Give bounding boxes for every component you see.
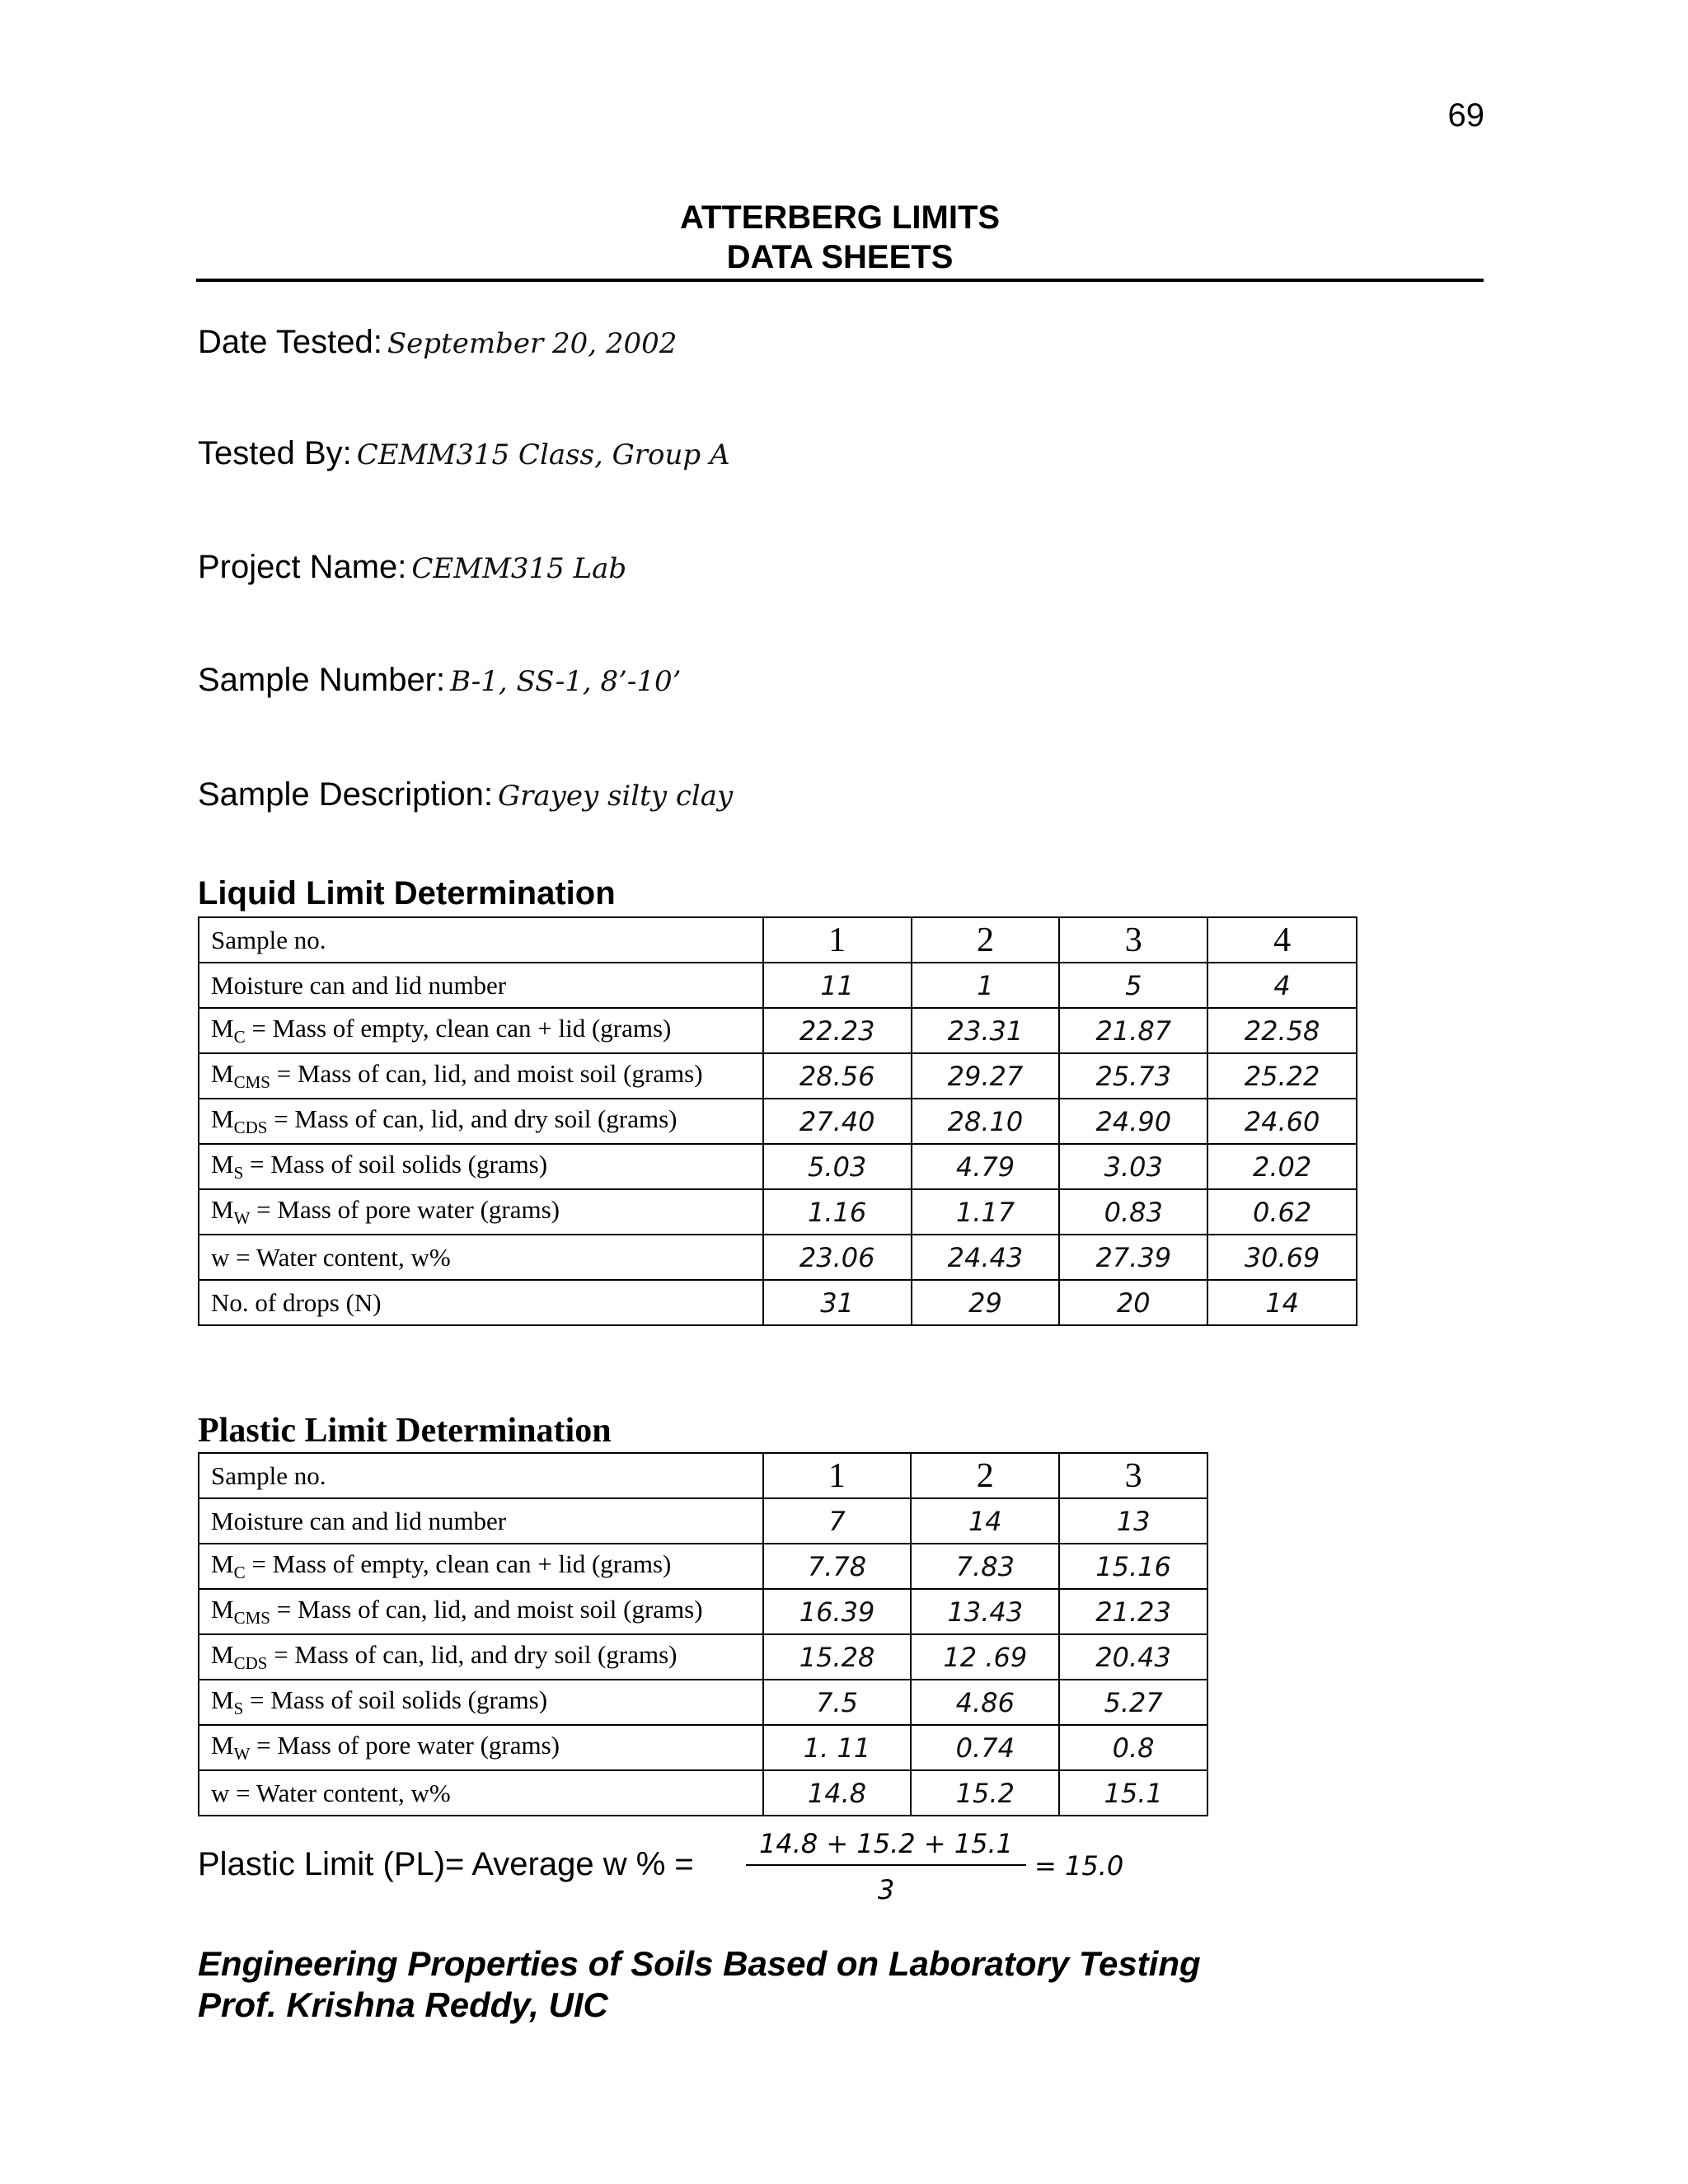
row-label-text: = Mass of can, lid, and moist soil (grams) <box>270 1594 703 1624</box>
table-cell-value: 2.02 <box>1207 1144 1357 1189</box>
date-tested-label: Date Tested: <box>198 324 382 360</box>
row-symbol: M <box>211 1104 234 1133</box>
row-label <box>199 1544 763 1589</box>
project-name-field <box>198 549 626 586</box>
table-cell-value: 1 <box>912 963 1060 1008</box>
table-cell-value: 21.87 <box>1059 1008 1207 1053</box>
sample-number-field <box>198 662 681 699</box>
row-symbol-subscript: S <box>233 1163 244 1183</box>
sample-no-label: Sample no. <box>199 917 763 963</box>
title-line-2: DATA SHEETS <box>726 239 954 275</box>
footer-line-1: Engineering Properties of Soils Based on Laboratory Testing <box>198 1944 1201 1983</box>
table-row <box>199 1280 1357 1325</box>
table-cell-value: 1.16 <box>763 1189 912 1235</box>
row-label-text: Moisture can and lid number <box>211 1506 507 1535</box>
row-label-text: = Mass of soil solids (grams) <box>243 1149 548 1179</box>
plastic-limit-fraction <box>746 1828 1026 1905</box>
table-row <box>199 1008 1357 1053</box>
row-symbol: M <box>211 1194 234 1224</box>
plastic-limit-formula-label: Plastic Limit (PL)= Average w % = <box>198 1846 694 1882</box>
sample-description-value: Grayey silty clay <box>497 780 734 813</box>
table-cell-value: 20.43 <box>1059 1634 1207 1680</box>
row-symbol: M <box>211 1685 234 1714</box>
row-symbol-subscript: CMS <box>233 1608 270 1629</box>
sample-no-header: 2 <box>911 1453 1059 1498</box>
row-label-text: Moisture can and lid number <box>211 970 507 1000</box>
row-label-text: = Mass of empty, clean can + lid (grams) <box>245 1549 672 1578</box>
table-cell-value: 14 <box>911 1498 1059 1544</box>
table-cell-value: 7 <box>763 1498 912 1544</box>
table-cell-value: 13.43 <box>911 1589 1059 1634</box>
row-symbol: M <box>211 1058 234 1088</box>
table-cell-value: 14 <box>1207 1280 1357 1325</box>
row-label <box>199 1189 763 1235</box>
table-row <box>199 1544 1207 1589</box>
table-cell-value: 25.73 <box>1059 1053 1207 1099</box>
liquid-limit-title: Liquid Limit Determination <box>198 875 616 912</box>
table-cell-value: 20 <box>1059 1280 1207 1325</box>
row-label <box>199 1235 763 1280</box>
row-symbol: M <box>211 1639 234 1669</box>
row-symbol-subscript: CDS <box>233 1653 268 1674</box>
sample-no-header: 1 <box>763 1453 912 1498</box>
table-cell-value: 27.39 <box>1059 1235 1207 1280</box>
row-symbol: M <box>211 1730 234 1760</box>
table-cell-value: 15.28 <box>763 1634 912 1680</box>
table-row <box>199 1053 1357 1099</box>
table-row <box>199 1498 1207 1544</box>
fraction-numerator: 14.8 + 15.2 + 15.1 <box>746 1828 1026 1866</box>
table-header-row <box>199 1453 1207 1498</box>
table-row <box>199 1235 1357 1280</box>
table-cell-value: 16.39 <box>763 1589 912 1634</box>
row-label <box>199 1144 763 1189</box>
table-cell-value: 1. 11 <box>763 1725 912 1770</box>
table-cell-value: 7.78 <box>763 1544 912 1589</box>
table-row <box>199 1634 1207 1680</box>
row-symbol-subscript: S <box>233 1699 244 1719</box>
sample-no-label: Sample no. <box>199 1453 763 1498</box>
title-divider <box>196 279 1484 282</box>
table-cell-value: 4 <box>1207 963 1357 1008</box>
table-cell-value: 7.83 <box>911 1544 1059 1589</box>
row-symbol-subscript: C <box>233 1027 246 1047</box>
table-cell-value: 24.43 <box>912 1235 1060 1280</box>
sample-no-header: 3 <box>1059 1453 1207 1498</box>
row-label-text: = Mass of pore water (grams) <box>250 1194 560 1224</box>
row-label-text: = Mass of can, lid, and moist soil (grams) <box>270 1058 703 1088</box>
sample-number-label: Sample Number: <box>198 662 446 698</box>
table-cell-value: 23.31 <box>912 1008 1060 1053</box>
plastic-limit-table <box>198 1452 1208 1816</box>
fraction-denominator: 3 <box>877 1874 895 1905</box>
row-label <box>199 1725 763 1770</box>
row-symbol: M <box>211 1149 234 1179</box>
row-label-text: w = Water content, w% <box>211 1242 451 1272</box>
table-cell-value: 5.27 <box>1059 1680 1207 1725</box>
table-row <box>199 1099 1357 1144</box>
table-cell-value: 3.03 <box>1059 1144 1207 1189</box>
sample-number-value: B-1, SS-1, 8’-10’ <box>450 665 682 698</box>
liquid-limit-table <box>198 916 1357 1326</box>
table-cell-value: 5.03 <box>763 1144 912 1189</box>
page-title <box>196 198 1484 277</box>
row-symbol-subscript: W <box>233 1208 251 1229</box>
table-cell-value: 4.79 <box>912 1144 1060 1189</box>
date-tested-field <box>198 324 677 361</box>
row-symbol-subscript: CDS <box>233 1118 268 1138</box>
table-cell-value: 13 <box>1059 1498 1207 1544</box>
table-cell-value: 25.22 <box>1207 1053 1357 1099</box>
table-header-row <box>199 917 1357 963</box>
table-cell-value: 30.69 <box>1207 1235 1357 1280</box>
row-symbol-subscript: W <box>233 1744 251 1765</box>
table-row <box>199 1725 1207 1770</box>
sample-no-header: 1 <box>763 917 912 963</box>
row-symbol: M <box>211 1594 234 1624</box>
table-cell-value: 15.2 <box>911 1770 1059 1816</box>
table-cell-value: 0.62 <box>1207 1189 1357 1235</box>
table-cell-value: 29 <box>912 1280 1060 1325</box>
table-cell-value: 4.86 <box>911 1680 1059 1725</box>
row-label-text: = Mass of can, lid, and dry soil (grams) <box>267 1104 678 1133</box>
row-label <box>199 1053 763 1099</box>
row-label <box>199 963 763 1008</box>
row-label <box>199 1008 763 1053</box>
project-name-value: CEMM315 Lab <box>411 552 627 585</box>
row-label <box>199 1634 763 1680</box>
table-cell-value: 27.40 <box>763 1099 912 1144</box>
page-number: 69 <box>1447 97 1484 134</box>
table-row <box>199 1189 1357 1235</box>
sample-no-header: 3 <box>1059 917 1207 963</box>
tested-by-value: CEMM315 Class, Group A <box>356 438 730 471</box>
table-cell-value: 15.16 <box>1059 1544 1207 1589</box>
project-name-label: Project Name: <box>198 549 407 585</box>
table-cell-value: 5 <box>1059 963 1207 1008</box>
table-row <box>199 1770 1207 1816</box>
table-cell-value: 24.90 <box>1059 1099 1207 1144</box>
tested-by-label: Tested By: <box>198 435 352 471</box>
table-cell-value: 0.83 <box>1059 1189 1207 1235</box>
row-label-text: = Mass of pore water (grams) <box>250 1730 560 1760</box>
table-cell-value: 11 <box>763 963 912 1008</box>
plastic-limit-title: Plastic Limit Determination <box>198 1412 612 1450</box>
table-row <box>199 1144 1357 1189</box>
table-row <box>199 963 1357 1008</box>
row-label-text: No. of drops (N) <box>211 1287 382 1317</box>
table-cell-value: 1.17 <box>912 1189 1060 1235</box>
table-cell-value: 0.74 <box>911 1725 1059 1770</box>
row-label-text: = Mass of empty, clean can + lid (grams) <box>245 1013 672 1043</box>
table-cell-value: 28.10 <box>912 1099 1060 1144</box>
table-cell-value: 21.23 <box>1059 1589 1207 1634</box>
row-label <box>199 1680 763 1725</box>
sample-description-label: Sample Description: <box>198 776 493 813</box>
table-row <box>199 1589 1207 1634</box>
table-cell-value: 15.1 <box>1059 1770 1207 1816</box>
table-cell-value: 23.06 <box>763 1235 912 1280</box>
row-label <box>199 1770 763 1816</box>
row-symbol-subscript: CMS <box>233 1072 270 1093</box>
date-tested-value: September 20, 2002 <box>387 327 678 360</box>
plastic-limit-result: = 15.0 <box>1034 1850 1124 1882</box>
table-cell-value: 24.60 <box>1207 1099 1357 1144</box>
title-line-1: ATTERBERG LIMITS <box>679 199 1001 236</box>
sample-no-header: 2 <box>912 917 1060 963</box>
row-symbol-subscript: C <box>233 1563 246 1583</box>
table-cell-value: 28.56 <box>763 1053 912 1099</box>
row-symbol: M <box>211 1013 234 1043</box>
row-label-text: = Mass of soil solids (grams) <box>243 1685 548 1714</box>
row-label <box>199 1280 763 1325</box>
table-cell-value: 0.8 <box>1059 1725 1207 1770</box>
row-label <box>199 1099 763 1144</box>
table-cell-value: 12 .69 <box>911 1634 1059 1680</box>
row-label-text: w = Water content, w% <box>211 1778 451 1807</box>
table-cell-value: 31 <box>763 1280 912 1325</box>
table-cell-value: 22.23 <box>763 1008 912 1053</box>
table-cell-value: 29.27 <box>912 1053 1060 1099</box>
sample-description-field <box>198 776 733 813</box>
table-cell-value: 22.58 <box>1207 1008 1357 1053</box>
sample-no-header: 4 <box>1207 917 1357 963</box>
row-label <box>199 1589 763 1634</box>
table-cell-value: 7.5 <box>763 1680 912 1725</box>
footer-citation <box>198 1943 1201 2026</box>
row-label-text: = Mass of can, lid, and dry soil (grams) <box>267 1639 678 1669</box>
row-label <box>199 1498 763 1544</box>
table-cell-value: 14.8 <box>763 1770 912 1816</box>
tested-by-field <box>198 435 730 472</box>
table-row <box>199 1680 1207 1725</box>
row-symbol: M <box>211 1549 234 1578</box>
footer-line-2: Prof. Krishna Reddy, UIC <box>198 1985 608 2024</box>
